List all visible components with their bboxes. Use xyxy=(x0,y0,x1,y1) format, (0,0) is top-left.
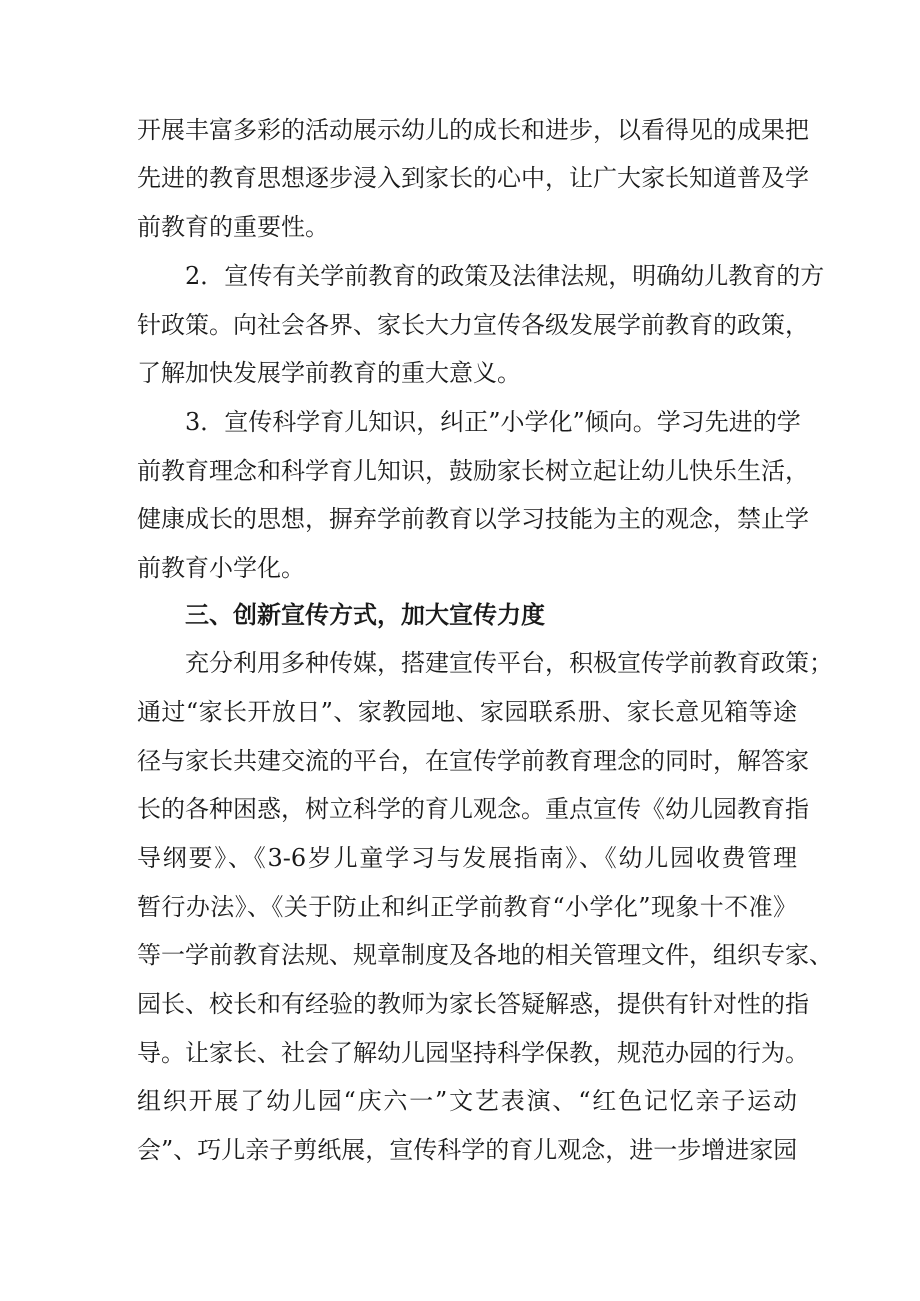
paragraph-line: 健康成长的思想，摒弃学前教育以学习技能为主的观念，禁止学 xyxy=(137,505,809,533)
paragraph-line: 通过“家长开放日”、家教园地、家园联系册、家长意见箱等途 xyxy=(137,698,797,726)
paragraph-line: 充分利用多种传媒，搭建宣传平台，积极宣传学前教育政策； xyxy=(185,649,833,677)
paragraph-line: 径与家长共建交流的平台，在宣传学前教育理念的同时，解答家 xyxy=(137,747,809,775)
paragraph-line: 前教育的重要性。 xyxy=(137,213,329,241)
paragraph-line: 2．宣传有关学前教育的政策及法律法规，明确幼儿教育的方 xyxy=(185,262,825,290)
paragraph-line: 导纲要》、《3-6岁儿童学习与发展指南》、《幼儿园收费管理 xyxy=(137,844,797,872)
paragraph-line: 暂行办法》、《关于防止和纠正学前教育“小学化”现象十不准》 xyxy=(137,893,797,921)
paragraph-line: 会”、巧儿亲子剪纸展，宣传科学的育儿观念，进一步增进家园 xyxy=(137,1136,798,1164)
paragraph-line: 前教育小学化。 xyxy=(137,554,305,582)
paragraph-line: 等一学前教育法规、规章制度及各地的相关管理文件，组织专家、 xyxy=(137,941,833,969)
paragraph-line: 前教育理念和科学育儿知识，鼓励家长树立起让幼儿快乐生活， xyxy=(137,457,809,485)
paragraph-line: 长的各种困惑，树立科学的育儿观念。重点宣传《幼儿园教育指 xyxy=(137,795,809,823)
paragraph-line: 园长、校长和有经验的教师为家长答疑解惑，提供有针对性的指 xyxy=(137,990,809,1018)
paragraph-line: 针政策。向社会各界、家长大力宣传各级发展学前教育的政策， xyxy=(137,311,809,339)
paragraph-line: 导。让家长、社会了解幼儿园坚持科学保教，规范办园的行为。 xyxy=(137,1039,809,1067)
paragraph-line: 了解加快发展学前教育的重大意义。 xyxy=(137,359,521,387)
paragraph-line: 先进的教育思想逐步浸入到家长的心中，让广大家长知道普及学 xyxy=(137,164,809,192)
paragraph-line: 3．宣传科学育儿知识，纠正”小学化”倾向。学习先进的学 xyxy=(185,408,801,436)
section-heading: 三、创新宣传方式，加大宣传力度 xyxy=(185,601,545,629)
paragraph-line: 组织开展了幼儿园“庆六一”文艺表演、“红色记忆亲子运动 xyxy=(137,1087,797,1115)
paragraph-line: 开展丰富多彩的活动展示幼儿的成长和进步，以看得见的成果把 xyxy=(137,116,809,144)
